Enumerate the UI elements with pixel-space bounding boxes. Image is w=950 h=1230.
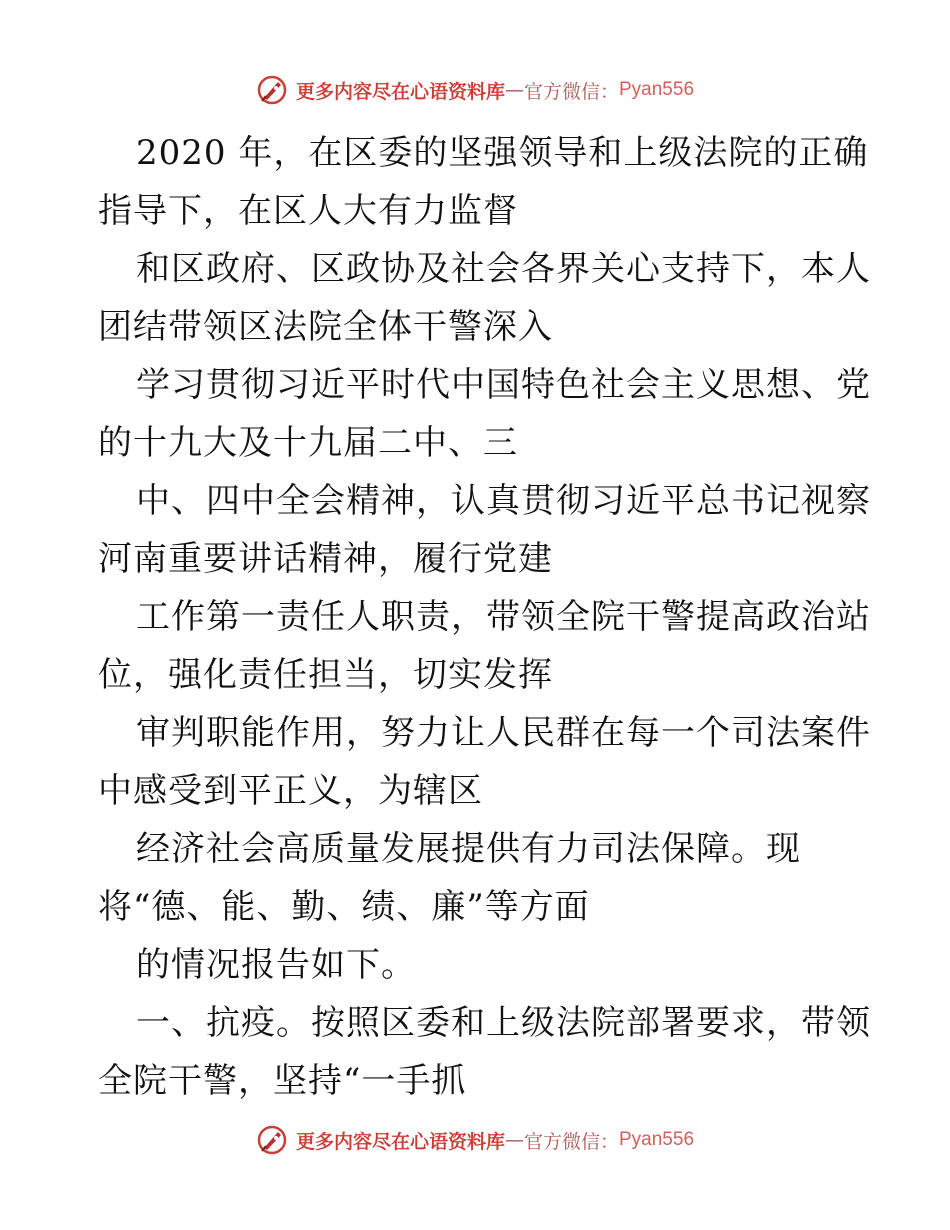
watermark-site: 更多内容尽在心语资料库 [295, 80, 505, 103]
paragraph-line: 审判职能作用，努力让人民群在每一个司法案件 [136, 713, 871, 753]
paragraph-line: 河南重要讲话精神，履行党建 [98, 539, 553, 579]
watermark-wechat-id: Pyan556 [619, 79, 695, 100]
paragraph-line: 经济社会高质量发展提供有力司法保障。现 [136, 829, 801, 869]
paragraph-line: 的情况报告如下。 [136, 945, 416, 985]
paragraph-line: 指导下，在区人大有力监督 [98, 191, 518, 231]
paragraph-line: 一、抗疫。按照区委和上级法院部署要求，带领 [136, 1003, 871, 1043]
paragraph-line: 和区政府、区政协及社会各界关心支持下，本人 [136, 249, 871, 289]
quill-pen-logo-icon [256, 1124, 288, 1156]
document-body [98, 124, 871, 1110]
watermark-wechat-label: 官方微信： [523, 1130, 619, 1153]
paragraph-line: 2020 年，在区委的坚强领导和上级法院的正确 [136, 133, 869, 173]
paragraph-line: 学习贯彻习近平时代中国特色社会主义思想、党 [136, 365, 871, 405]
paragraph-line: 团结带领区法院全体干警深入 [98, 307, 553, 347]
quill-pen-logo-icon [256, 74, 288, 106]
paragraph-line: 的十九大及十九届二中、三 [98, 423, 518, 463]
header-watermark [0, 70, 950, 110]
watermark-wechat-id: Pyan556 [619, 1129, 695, 1150]
watermark-wechat-label: 官方微信： [523, 80, 619, 103]
paragraph-line: 位，强化责任担当，切实发挥 [98, 655, 553, 695]
watermark-separator: — [504, 1129, 524, 1151]
paragraph-line: 将“德、能、勤、绩、廉”等方面 [98, 887, 590, 927]
watermark-text [296, 77, 694, 104]
footer-watermark [0, 1120, 950, 1160]
watermark-text [296, 1127, 694, 1154]
paragraph-line: 中、四中全会精神，认真贯彻习近平总书记视察 [136, 481, 871, 521]
watermark-separator: — [504, 79, 524, 101]
paragraph-line: 全院干警，坚持“一手抓 [98, 1061, 467, 1101]
paragraph-line: 中感受到平正义，为辖区 [98, 771, 483, 811]
watermark-site: 更多内容尽在心语资料库 [295, 1130, 505, 1153]
paragraph-line: 工作第一责任人职责，带领全院干警提高政治站 [136, 597, 871, 637]
